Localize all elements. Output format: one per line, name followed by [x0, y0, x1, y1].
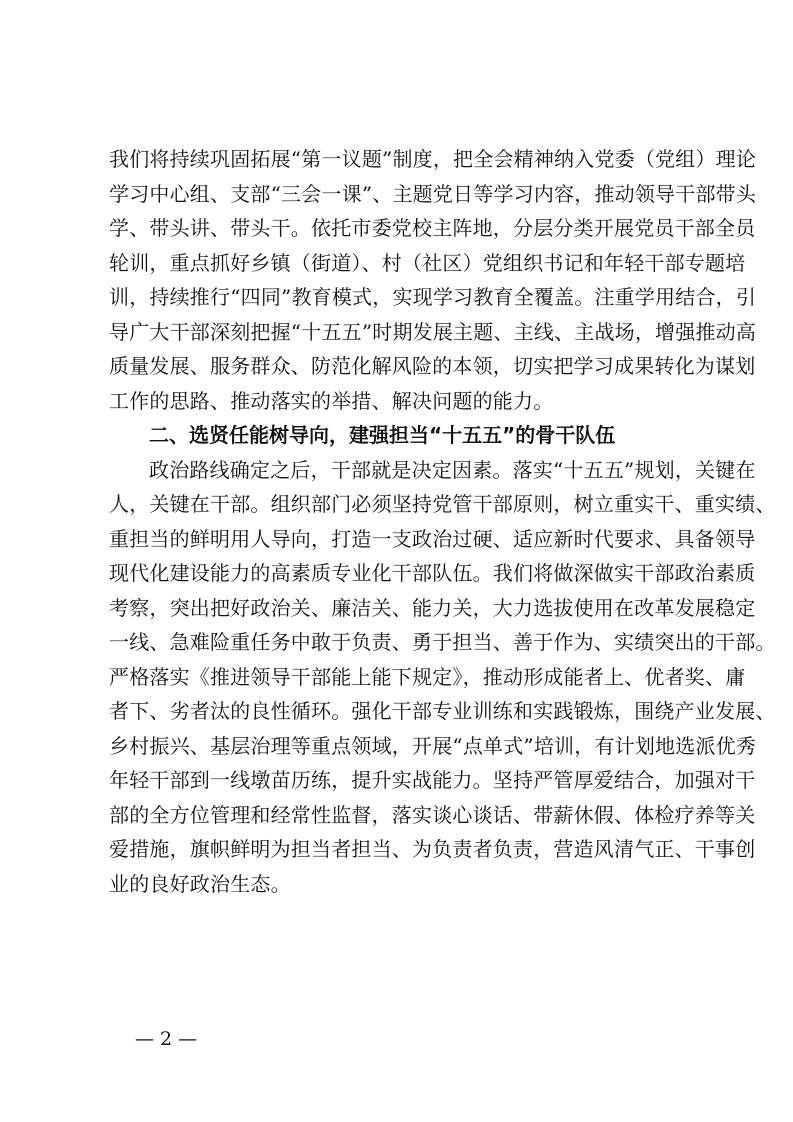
- paragraph-line: 训，持续推行“四同”教育模式，实现学习教育全覆盖。注重学用结合，引: [109, 285, 757, 309]
- paragraph-line: 工作的思路、推动落实的举措、解决问题的能力。: [109, 388, 554, 413]
- paragraph-1: [109, 142, 757, 418]
- document-body: [109, 142, 776, 901]
- paragraph-line: 学习中心组、支部“三会一课”、主题党日等学习内容，推动领导干部带头: [109, 181, 757, 206]
- paragraph-line: 导广大干部深刻把握“十五五”时期发展主题、主线、主战场，增强推动高: [109, 319, 757, 344]
- page-number: — 2 —: [135, 1028, 198, 1050]
- paragraph-line: 爱措施，旗帜鲜明为担当者担当、为负责者负责，营造风清气正、干事创: [109, 837, 756, 861]
- paragraph-line: 现代化建设能力的高素质专业化干部队伍。我们将做深做实干部政治素质: [109, 561, 756, 585]
- paragraph-line: 严格落实《推进领导干部能上能下规定》，推动形成能者上、优者奖、庸: [109, 664, 746, 689]
- paragraph-line: 业的良好政治生态。: [109, 871, 291, 896]
- section-heading: 二、选贤任能树导向，建强担当“十五五”的骨干队伍: [149, 423, 616, 447]
- paragraph-line: 质量发展、服务群众、防范化解风险的本领，切实把学习成果转化为谋划: [109, 354, 756, 378]
- paragraph-line: 学、带头讲、带头干。依托市委党校主阵地，分层分类开展党员干部全员: [109, 216, 756, 240]
- paragraph-line: 人，关键在干部。组织部门必须坚持党管干部原则，树立重实干、重实绩、: [109, 492, 776, 516]
- paragraph-line: 重担当的鲜明用人导向，打造一支政治过硬、适应新时代要求、具备领导: [109, 526, 756, 551]
- paragraph-line: 年轻干部到一线墩苗历练，提升实战能力。坚持严管厚爱结合，加强对干: [109, 768, 756, 792]
- paragraph-line: 部的全方位管理和经常性监督，落实谈心谈话、带薪休假、体检疗养等关: [109, 802, 756, 827]
- paragraph-line: 一线、急难险重任务中敢于负责、勇于担当、善于作为、实绩突出的干部。: [109, 630, 776, 654]
- paragraph-line: 乡村振兴、基层治理等重点领域，开展“点单式”培训，有计划地选派优秀: [109, 733, 757, 758]
- paragraph-line: 考察，突出把好政治关、廉洁关、能力关，大力选拔使用在改革发展稳定: [109, 595, 756, 620]
- paragraph-2: [109, 453, 776, 902]
- paragraph-line: 政治路线确定之后，干部就是决定因素。落实“十五五”规划，关键在: [149, 457, 756, 482]
- paragraph-line: 者下、劣者汰的良性循环。强化干部专业训练和实践锻炼，围绕产业发展、: [109, 699, 776, 723]
- paragraph-line: 轮训，重点抓好乡镇（街道）、村（社区）党组织书记和年轻干部专题培: [109, 250, 746, 275]
- paragraph-line: 我们将持续巩固拓展“第一议题”制度，把全会精神纳入党委（党组）理论: [109, 147, 757, 171]
